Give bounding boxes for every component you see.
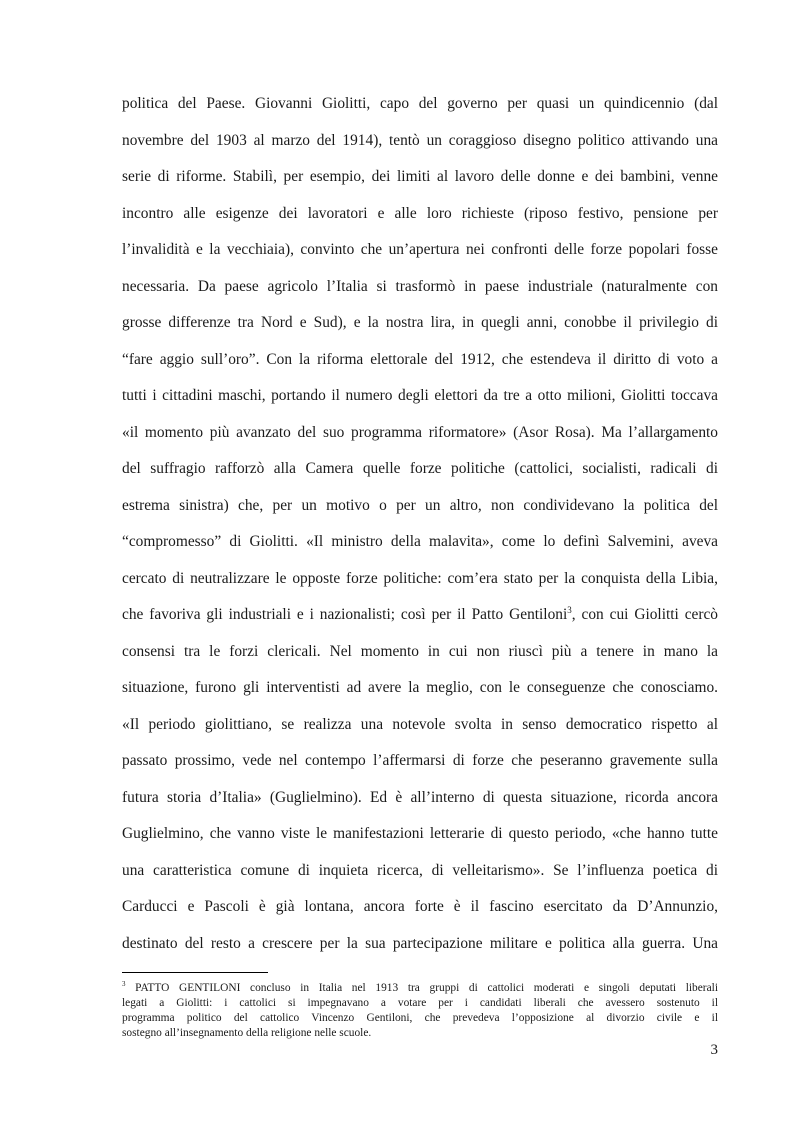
body-line: passato prossimo, vede nel contempo l’affermarsi di forze che peseranno gravemente sulla	[122, 752, 718, 769]
body-line: destinato del resto a crescere per la sua partecipazione militare e politica alla guerra. Una	[122, 934, 718, 952]
body-line: “compromesso” di Giolitti. «Il ministro della malavita», come lo definì Salvemini, aveva	[122, 533, 718, 550]
body-line: grosse differenze tra Nord e Sud), e la nostra lira, in quegli anni, conobbe il privilegio di	[122, 314, 718, 331]
body-line: consensi tra le forzi clericali. Nel momento in cui non riuscì più a tenere in mano la	[122, 642, 718, 660]
body-line: incontro alle esigenze dei lavoratori e alle loro richieste (riposo festivo, pensione per	[122, 204, 718, 222]
body-line: «Il periodo giolittiano, se realizza una notevole svolta in senso democratico rispetto al	[122, 715, 718, 733]
footnote-number: 3	[122, 980, 126, 989]
body-line-with-footnote-ref	[122, 597, 718, 634]
body-line: tutti i cittadini maschi, portando il numero degli elettori da tre a otto milioni, Giolitti toccava	[122, 387, 718, 404]
body-line: Guglielmino, che vanno viste le manifestazioni letterarie di questo periodo, «che hanno tutte	[122, 825, 718, 842]
body-line: del suffragio rafforzò alla Camera quelle forze politiche (cattolici, socialisti, radicali di	[122, 460, 718, 477]
footnote	[122, 981, 718, 1041]
footnote-line: legati a Giolitti: i cattolici si impegnavano a votare per i candidati liberali che avessero sostenuto il	[122, 996, 718, 1009]
body-line: serie di riforme. Stabilì, per esempio, dei limiti al lavoro delle donne e dei bambini, venne	[122, 168, 718, 185]
body-line: politica del Paese. Giovanni Giolitti, capo del governo per quasi un quindicennio (dal	[122, 95, 718, 112]
body-line: Carducci e Pascoli è già lontana, ancora forte è il fascino esercitato da D’Annunzio,	[122, 898, 718, 915]
body-line-text: , con cui Giolitti cercò	[571, 606, 719, 623]
body-line: «il momento più avanzato del suo programma riformatore» (Asor Rosa). Ma l’allargamento	[122, 423, 718, 441]
page-number: 3	[710, 1042, 718, 1058]
body-line: cercato di neutralizzare le opposte forze politiche: com’era stato per la conquista della Libia,	[122, 569, 718, 587]
body-line: l’invalidità e la vecchiaia), convinto che un’apertura nei confronti delle forze popolari fosse	[122, 241, 718, 258]
body-line: “fare aggio sull’oro”. Con la riforma elettorale del 1912, che estendeva il diritto di voto a	[122, 350, 718, 368]
footnote-reference[interactable]: 3	[567, 604, 572, 615]
footnote-line: programma politico del cattolico Vincenzo Gentiloni, che prevedeva l’opposizione al divorzio civile e il	[122, 1011, 718, 1024]
body-text	[122, 86, 718, 962]
footnote-line: sostegno all’insegnamento della religione nelle scuole.	[122, 1026, 372, 1039]
body-line: estrema sinistra) che, per un motivo o per un altro, non condividevano la politica del	[122, 496, 718, 514]
footnote-line	[122, 981, 718, 996]
body-line-text: che favoriva gli industriali e i nazionalisti; così per il Patto Gentiloni	[122, 606, 568, 623]
body-line: situazione, furono gli interventisti ad avere la meglio, con le conseguenze che conosciamo.	[122, 679, 718, 696]
footnote-text: PATTO GENTILONI concluso in Italia nel 1913 tra gruppi di cattolici moderati e singoli deputati liberali	[125, 982, 718, 994]
body-line: una caratteristica comune di inquieta ricerca, di velleitarismo». Se l’influenza poetica di	[122, 861, 718, 879]
body-line: necessaria. Da paese agricolo l’Italia si trasformò in paese industriale (naturalmente con	[122, 277, 718, 295]
footnote-separator	[122, 972, 268, 973]
body-line: futura storia d’Italia» (Guglielmino). Ed è all’interno di questa situazione, ricorda ancora	[122, 788, 718, 806]
body-line: novembre del 1903 al marzo del 1914), tentò un coraggioso disegno politico attivando una	[122, 131, 718, 149]
